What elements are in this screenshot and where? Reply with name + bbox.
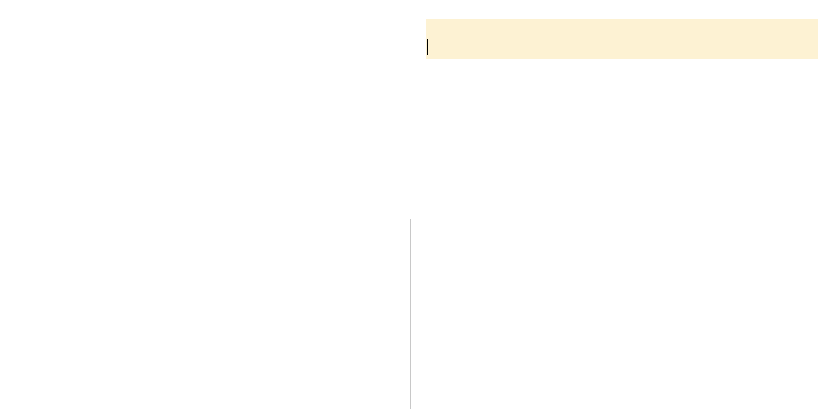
text-cursor (427, 39, 428, 55)
note-without-index (426, 19, 818, 59)
column-guide-line (410, 219, 411, 409)
